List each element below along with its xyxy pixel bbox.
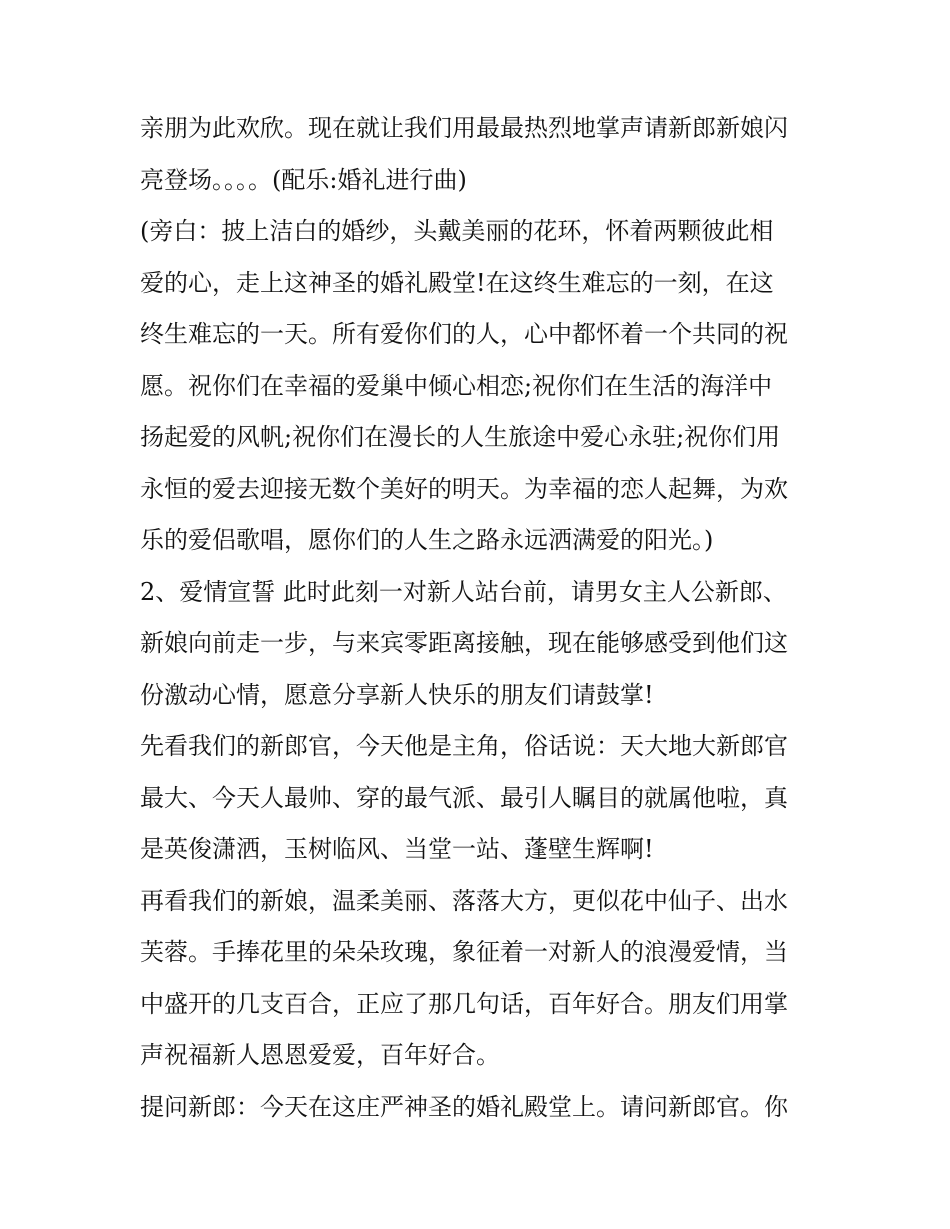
text-line: 终生难忘的一天。所有爱你们的人，心中都怀着一个共同的祝	[140, 320, 788, 348]
document-body	[140, 103, 820, 1133]
text-line: 爱的心，走上这神圣的婚礼殿堂!在这终生难忘的一刻，在这	[140, 268, 774, 297]
text-line: 乐的爱侣歌唱，愿你们的人生之路永远洒满爱的阳光。)	[140, 526, 714, 554]
text-line: 芙蓉。手捧花里的朵朵玫瑰，象征着一对新人的浪漫爱情，当	[140, 938, 788, 966]
text-line: 亮登场。。。。(配乐:婚礼进行曲)	[140, 165, 467, 194]
text-line: 再看我们的新娘，温柔美丽、落落大方，更似花中仙子、出水	[140, 886, 788, 915]
text-line: 永恒的爱去迎接无数个美好的明天。为幸福的恋人起舞，为欢	[140, 474, 788, 503]
text-line: 份激动心情，愿意分享新人快乐的朋友们请鼓掌!	[140, 680, 654, 709]
text-line: 是英俊潇洒，玉树临风、当堂一站、蓬壁生辉啊!	[140, 835, 654, 863]
text-line: 扬起爱的风帆;祝你们在漫长的人生旅途中爱心永驻;祝你们用	[140, 423, 781, 451]
text-line: 2、爱情宣誓 此时此刻一对新人站台前，请男女主人公新郎、	[140, 577, 787, 606]
text-line: 新娘向前走一步，与来宾零距离接触，现在能够感受到他们这	[140, 629, 788, 657]
text-line: 先看我们的新郎官，今天他是主角，俗话说：天大地大新郎官	[140, 732, 788, 760]
text-line: 声祝福新人恩恩爱爱，百年好合。	[140, 1041, 500, 1069]
text-line: 最大、今天人最帅、穿的最气派、最引人瞩目的就属他啦，真	[140, 783, 788, 812]
text-line: 提问新郎：今天在这庄严神圣的婚礼殿堂上。请问新郎官。你	[140, 1092, 788, 1121]
text-line: (旁白：披上洁白的婚纱，头戴美丽的花环，怀着两颗彼此相	[140, 217, 774, 245]
text-line: 亲朋为此欢欣。现在就让我们用最最热烈地掌声请新郎新娘闪	[140, 114, 788, 142]
text-line: 愿。祝你们在幸福的爱巢中倾心相恋;祝你们在生活的海洋中	[140, 371, 773, 400]
text-line: 中盛开的几支百合，正应了那几句话，百年好合。朋友们用掌	[140, 989, 788, 1018]
